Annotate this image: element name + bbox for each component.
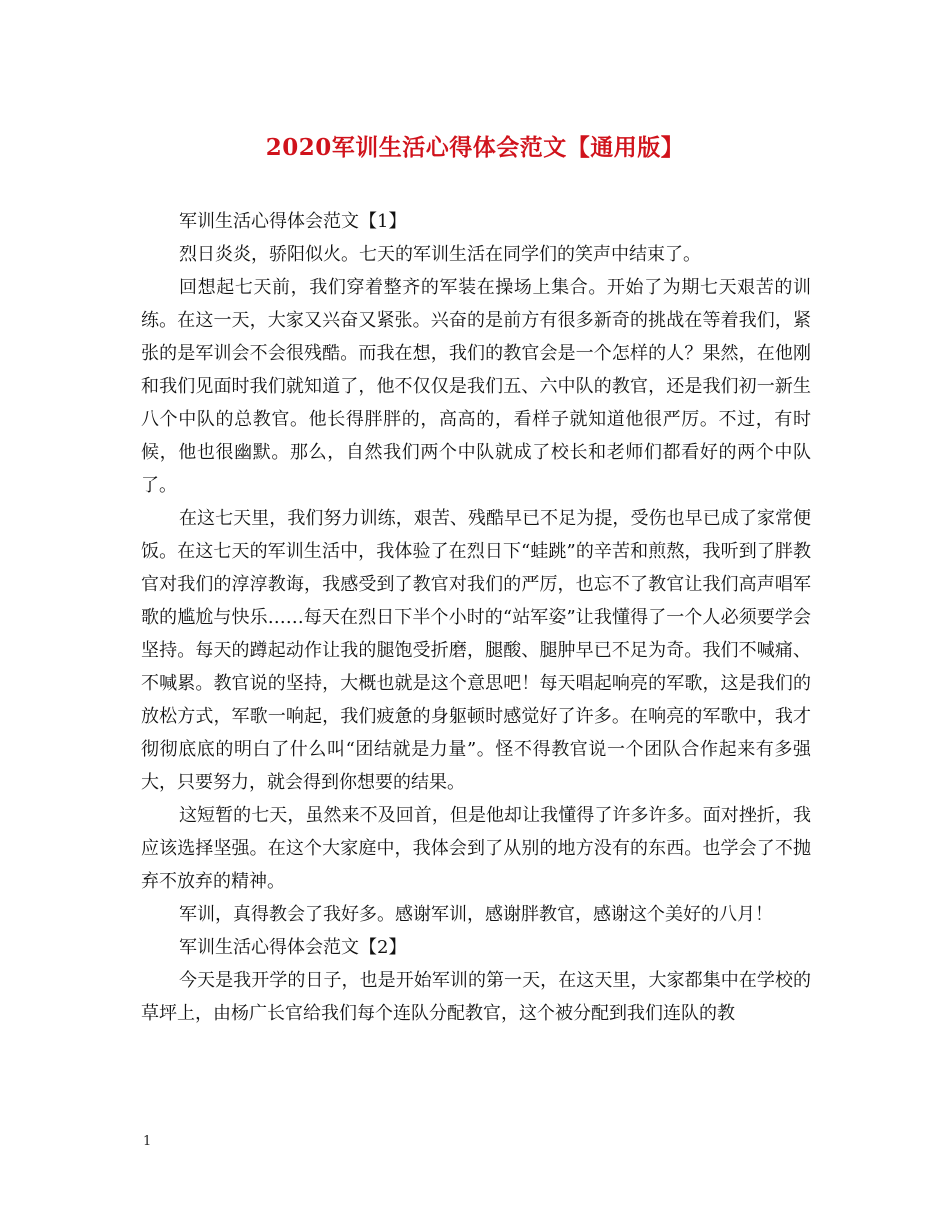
section-heading-2: 军训生活心得体会范文【2】: [179, 937, 407, 958]
body-paragraph: 在这七天里，我们努力训练，艰苦、残酷早已不足为提，受伤也早已成了家常便饭。在这七天的军训生活中，我体验了在烈日下“蛙跳”的辛苦和煎熬，我听到了胖教官对我们的淳淳教诲，我感受到了教官对我们的严厉，也忘不了教官让我们高声唱军歌的尴尬与快乐……每天在烈日下半个小时的“站军姿”让我懂得了一个人必须要学会坚持。每天的蹲起动作让我的腿饱受折磨，腿酸、腿肿早已不足为奇。我们不喊痛、不喊累。教官说的坚持，大概也就是这个意思吧！每天唱起响亮的军歌，这是我们的放松方式，军歌一响起，我们疲惫的身躯顿时感觉好了许多。在响亮的军歌中，我才彻彻底底的明白了什么叫“团结就是力量”。怪不得教官说一个团队合作起来有多强大，只要努力，就会得到你想要的结果。: [141, 508, 811, 793]
body-paragraph: 烈日炎炎，骄阳似火。七天的军训生活在同学们的笑声中结束了。: [179, 244, 701, 265]
document-title: 2020军训生活心得体会范文【通用版】: [265, 134, 685, 161]
section-heading-1: 军训生活心得体会范文【1】: [179, 211, 407, 232]
body-paragraph: 今天是我开学的日子，也是开始军训的第一天，在这天里，大家都集中在学校的草坪上，由杨广长官给我们每个连队分配教官，这个被分配到我们连队的教: [141, 970, 811, 1024]
page-number: 1: [143, 1134, 152, 1149]
body-paragraph: 回想起七天前，我们穿着整齐的军装在操场上集合。开始了为期七天艰苦的训练。在这一天，大家又兴奋又紧张。兴奋的是前方有很多新奇的挑战在等着我们，紧张的是军训会不会很残酷。而我在想，我们的教官会是一个怎样的人？果然，在他刚和我们见面时我们就知道了，他不仅仅是我们五、六中队的教官，还是我们初一新生八个中队的总教官。他长得胖胖的，高高的，看样子就知道他很严厉。不过，有时候，他也很幽默。那么，自然我们两个中队就成了校长和老师们都看好的两个中队了。: [141, 277, 811, 496]
document-body: [141, 205, 811, 1030]
body-paragraph: 这短暂的七天，虽然来不及回首，但是他却让我懂得了许多许多。面对挫折，我应该选择坚强。在这个大家庭中，我体会到了从别的地方没有的东西。也学会了不抛弃不放弃的精神。: [141, 805, 811, 892]
body-paragraph: 军训，真得教会了我好多。感谢军训，感谢胖教官，感谢这个美好的八月！: [179, 904, 773, 925]
